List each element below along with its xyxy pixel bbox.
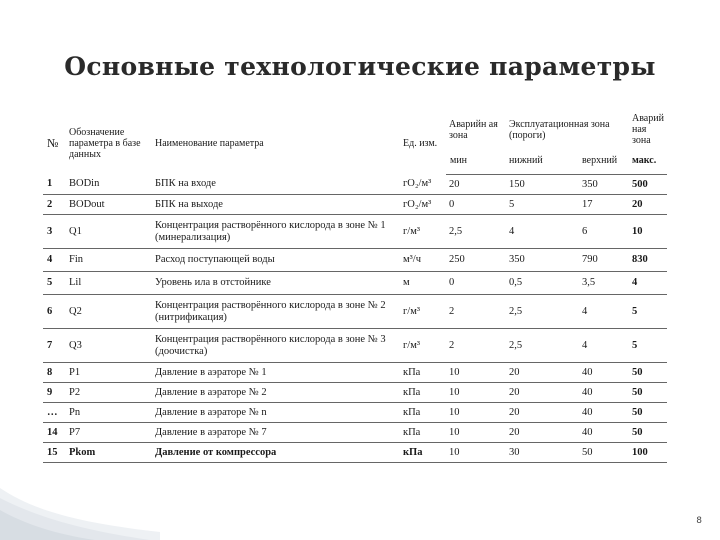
lower-threshold: 4 <box>506 215 579 249</box>
param-unit: гО₂/м³ <box>400 195 446 215</box>
upper-threshold: 3,5 <box>579 272 629 295</box>
upper-threshold: 6 <box>579 215 629 249</box>
emergency-max: 20 <box>629 195 667 215</box>
param-name: Расход поступающей воды <box>152 249 400 272</box>
param-unit: м³/ч <box>400 249 446 272</box>
lower-threshold: 2,5 <box>506 329 579 363</box>
emergency-max: 50 <box>629 403 667 423</box>
row-number: 15 <box>43 443 66 463</box>
lower-threshold: 350 <box>506 249 579 272</box>
param-name: Концентрация растворённого кислорода в зоне № 1 (минерализация) <box>152 215 400 249</box>
table-row <box>43 443 667 463</box>
table-row <box>43 249 667 272</box>
param-name: Давление в аэраторе № n <box>152 403 400 423</box>
row-number: 3 <box>43 215 66 249</box>
emergency-min: 20 <box>446 175 506 195</box>
table-row <box>43 295 667 329</box>
emergency-min: 10 <box>446 423 506 443</box>
upper-threshold: 17 <box>579 195 629 215</box>
upper-threshold: 790 <box>579 249 629 272</box>
emergency-max: 50 <box>629 423 667 443</box>
param-name: Давление в аэраторе № 1 <box>152 363 400 383</box>
row-number: 1 <box>43 175 66 195</box>
lower-threshold: 30 <box>506 443 579 463</box>
param-unit: кПа <box>400 443 446 463</box>
header-number: № <box>47 135 59 150</box>
emergency-min: 10 <box>446 383 506 403</box>
lower-threshold: 20 <box>506 403 579 423</box>
subheader-min: мин <box>446 148 506 175</box>
upper-threshold: 40 <box>579 363 629 383</box>
header-emergency-min: Аварийн ая зона <box>449 118 498 141</box>
emergency-min: 250 <box>446 249 506 272</box>
emergency-max: 500 <box>629 175 667 195</box>
emergency-min: 2 <box>446 295 506 329</box>
lower-threshold: 20 <box>506 383 579 403</box>
row-number: 2 <box>43 195 66 215</box>
page-number: 8 <box>696 516 702 526</box>
emergency-max: 10 <box>629 215 667 249</box>
emergency-min: 2 <box>446 329 506 363</box>
table-row <box>43 403 667 423</box>
param-code: P1 <box>66 363 152 383</box>
emergency-min: 10 <box>446 363 506 383</box>
subheader-lower: нижний <box>506 148 579 175</box>
upper-threshold: 40 <box>579 423 629 443</box>
emergency-max: 4 <box>629 272 667 295</box>
emergency-min: 10 <box>446 443 506 463</box>
upper-threshold: 350 <box>579 175 629 195</box>
param-unit: кПа <box>400 363 446 383</box>
emergency-max: 5 <box>629 329 667 363</box>
param-code: BODin <box>66 175 152 195</box>
param-name: Концентрация растворённого кислорода в зоне № 2 (нитрификация) <box>152 295 400 329</box>
param-unit: г/м³ <box>400 329 446 363</box>
lower-threshold: 5 <box>506 195 579 215</box>
row-number: 5 <box>43 272 66 295</box>
emergency-min: 2,5 <box>446 215 506 249</box>
upper-threshold: 40 <box>579 403 629 423</box>
slide-title: Основные технологические параметры <box>64 52 656 81</box>
emergency-max: 5 <box>629 295 667 329</box>
param-name: Давление в аэраторе № 2 <box>152 383 400 403</box>
emergency-max: 50 <box>629 383 667 403</box>
param-unit: кПа <box>400 403 446 423</box>
corner-swoosh-decoration <box>0 450 160 540</box>
table-row <box>43 272 667 295</box>
table-row <box>43 363 667 383</box>
lower-threshold: 20 <box>506 363 579 383</box>
upper-threshold: 4 <box>579 329 629 363</box>
param-name: БПК на выходе <box>152 195 400 215</box>
emergency-max: 830 <box>629 249 667 272</box>
param-name: БПК на входе <box>152 175 400 195</box>
lower-threshold: 2,5 <box>506 295 579 329</box>
param-name: Давление от компрессора <box>152 443 400 463</box>
lower-threshold: 150 <box>506 175 579 195</box>
row-number: 7 <box>43 329 66 363</box>
table-row <box>43 175 667 195</box>
emergency-max: 100 <box>629 443 667 463</box>
table-row <box>43 423 667 443</box>
param-code: Lil <box>66 272 152 295</box>
param-code: Pn <box>66 403 152 423</box>
row-number: 9 <box>43 383 66 403</box>
param-unit: м <box>400 272 446 295</box>
table-row <box>43 383 667 403</box>
param-code: Pkom <box>66 443 152 463</box>
param-code: BODout <box>66 195 152 215</box>
row-number: … <box>43 403 66 423</box>
table-row <box>43 215 667 249</box>
param-code: Q1 <box>66 215 152 249</box>
row-number: 14 <box>43 423 66 443</box>
emergency-min: 0 <box>446 272 506 295</box>
param-name: Уровень ила в отстойнике <box>152 272 400 295</box>
table-row <box>43 195 667 215</box>
header-code: Обозначение параметра в базе данных <box>69 126 141 160</box>
row-number: 6 <box>43 295 66 329</box>
param-unit: г/м³ <box>400 295 446 329</box>
header-emergency-max: Аварий ная зона <box>632 113 664 147</box>
param-code: P2 <box>66 383 152 403</box>
param-unit: гО₂/м³ <box>400 175 446 195</box>
emergency-max: 50 <box>629 363 667 383</box>
header-unit: Ед. изм. <box>403 137 438 149</box>
param-code: P7 <box>66 423 152 443</box>
table-row <box>43 329 667 363</box>
param-name: Давление в аэраторе № 7 <box>152 423 400 443</box>
emergency-min: 0 <box>446 195 506 215</box>
emergency-min: 10 <box>446 403 506 423</box>
subheader-max: макс. <box>629 148 667 175</box>
param-unit: г/м³ <box>400 215 446 249</box>
param-code: Q2 <box>66 295 152 329</box>
table-header-row <box>43 112 667 148</box>
param-code: Q3 <box>66 329 152 363</box>
parameters-table <box>43 112 667 463</box>
upper-threshold: 50 <box>579 443 629 463</box>
param-unit: кПа <box>400 383 446 403</box>
upper-threshold: 4 <box>579 295 629 329</box>
row-number: 4 <box>43 249 66 272</box>
header-name: Наименование параметра <box>155 137 264 149</box>
param-name: Концентрация растворённого кислорода в зоне № 3 (доочистка) <box>152 329 400 363</box>
lower-threshold: 0,5 <box>506 272 579 295</box>
param-code: Fin <box>66 249 152 272</box>
upper-threshold: 40 <box>579 383 629 403</box>
param-unit: кПа <box>400 423 446 443</box>
subheader-upper: верхний <box>579 148 629 175</box>
lower-threshold: 20 <box>506 423 579 443</box>
row-number: 8 <box>43 363 66 383</box>
header-operational: Эксплуатационная зона (пороги) <box>509 118 610 141</box>
